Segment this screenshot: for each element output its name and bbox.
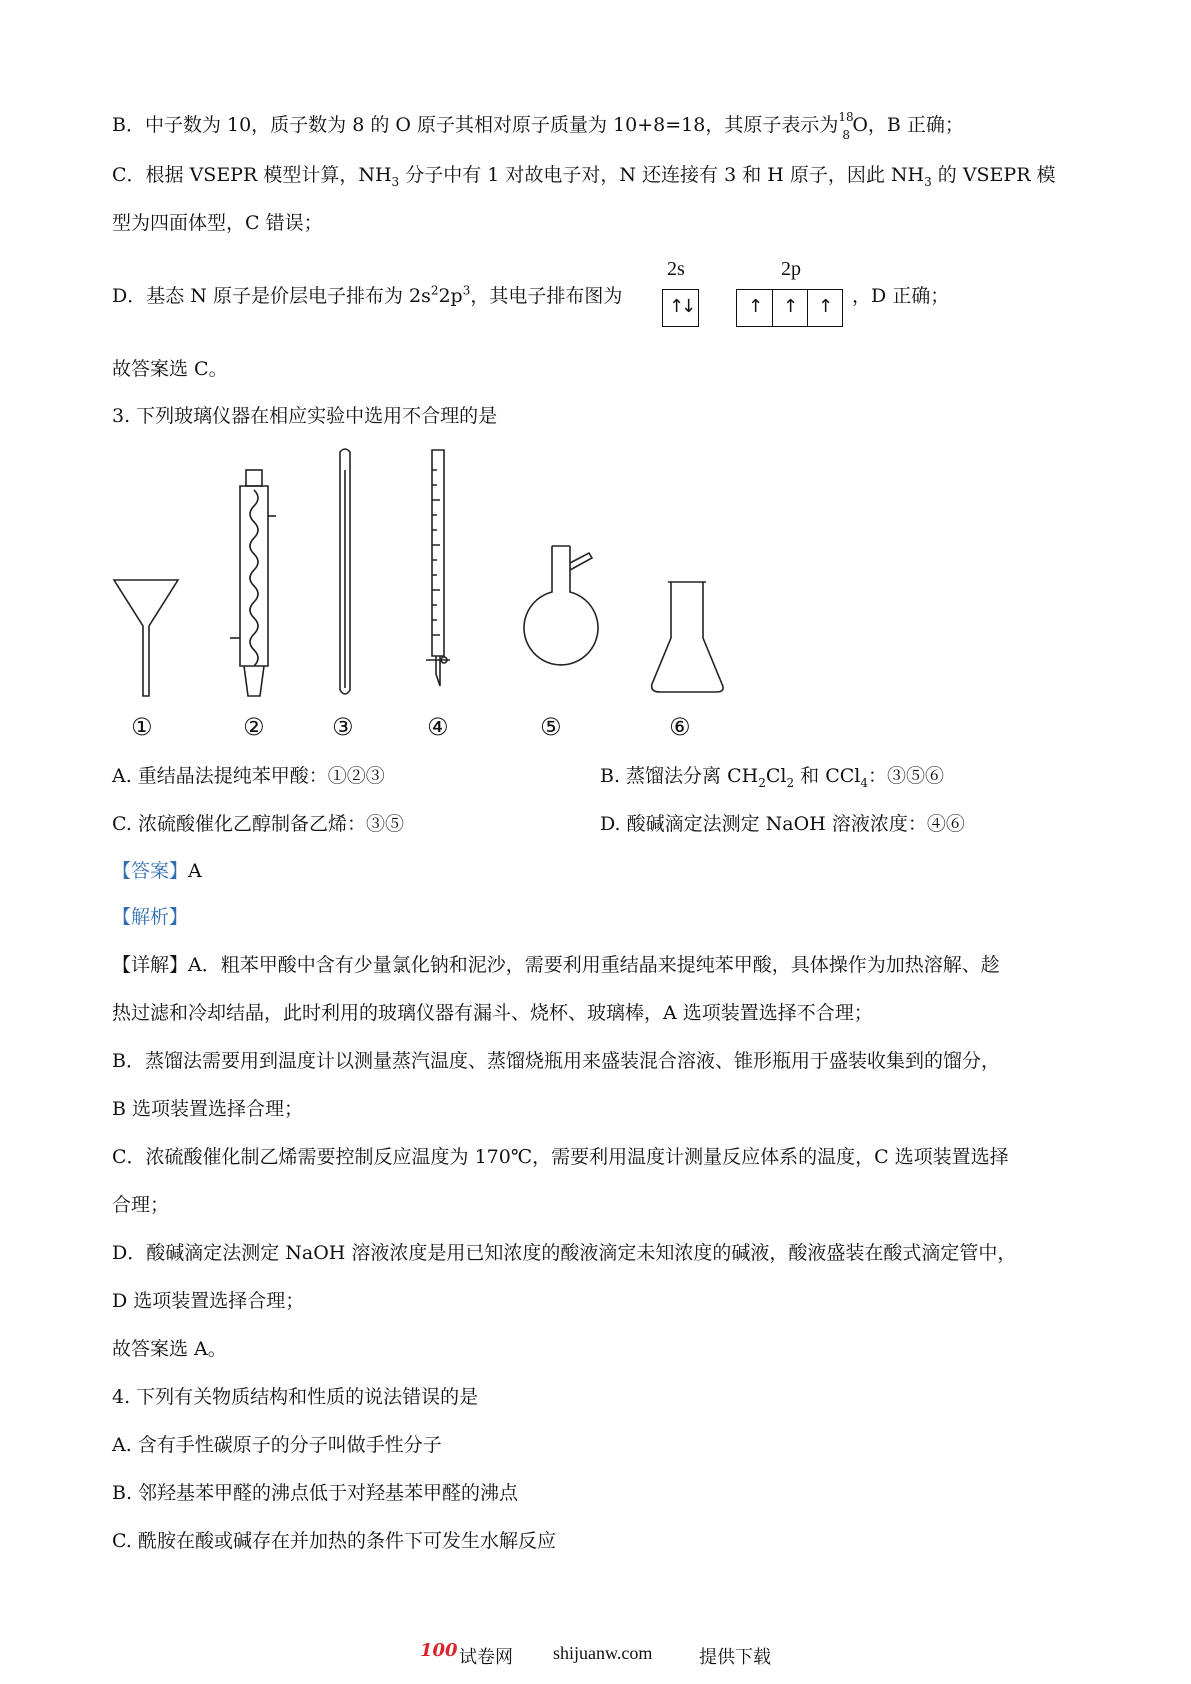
question-4-stem: 4. 下列有关物质结构和性质的说法错误的是 [112,1386,479,1408]
analysis-tag: 【解析】 [112,906,189,928]
detail-line-3: B．蒸馏法需要用到温度计以测量蒸汽温度、蒸馏烧瓶用来盛装混合溶液、锥形瓶用于盛装收集到的馏分， [112,1050,1000,1072]
detail-line-4: B 选项装置选择合理； [112,1098,304,1120]
erlenmeyer-flask-icon [652,582,723,692]
glassware-figure [0,440,1191,770]
detail-line-6: 合理； [112,1194,170,1216]
condenser-icon [230,470,276,696]
q3-option-d: D. 酸碱滴定法测定 NaOH 溶液浓度：④⑥ [600,813,965,835]
option-c-explanation: C．根据 VSEPR 模型计算，$NH_3$ 分子中有 1 对故电子对，N 还连接有 3 和 H 原子，因此 $NH_3$ 的 VSEPR 模 [112,164,1056,189]
q3-option-b: B. 蒸馏法分离 $CH_2Cl_2$ 和 CCl$_4$：③⑤⑥ [600,765,944,790]
orbital-box-2s [662,289,699,327]
detail-line-2: 热过滤和冷却结晶，此时利用的玻璃仪器有漏斗、烧杯、玻璃棒，A 选项装置选择不合理； [112,1002,873,1024]
funnel-icon [114,580,178,696]
q4-option-c: C. 酰胺在酸或碱存在并加热的条件下可发生水解反应 [112,1530,556,1552]
download-text: 提供下载 [699,1647,771,1667]
arrow-down-icon: ↓ [681,296,697,317]
arrow-up-icon: ↑ [669,296,685,317]
option-b-explanation: B．中子数为 10，质子数为 8 的 O 原子其相对原子质量为 10+8=18，其原子表示为 18 8 O，B 正确； [112,110,964,142]
thermometer-icon [340,449,350,694]
label-1: ① [131,713,153,741]
option-c-explanation-cont: 型为四面体型，C 错误； [112,212,323,234]
site-name: 试卷网 [459,1647,513,1667]
detail-line-1: 【详解】A．粗苯甲酸中含有少量氯化钠和泥沙，需要利用重结晶来提纯苯甲酸，具体操作为加热溶解、趁 [112,954,1000,976]
answer-c: 故答案选 C。 [112,358,228,380]
label-6: ⑥ [669,713,691,741]
q4-option-b: B. 邻羟基苯甲醛的沸点低于对羟基苯甲醛的沸点 [112,1482,519,1504]
option-d-tail: ，D 正确； [852,285,950,307]
arrow-up-icon: ↑ [818,296,834,317]
detail-line-7: D．酸碱滴定法测定 NaOH 溶液浓度是用已知浓度的酸液滴定未知浓度的碱液，酸液盛装在酸式滴定管中， [112,1242,1017,1264]
answer-tag: 【答案】 [112,860,189,882]
site-logo: 100 [420,1640,458,1661]
label-2: ② [243,713,265,741]
isotope-notation: 18 8 [838,110,854,142]
question-3-stem: 3. 下列玻璃仪器在相应实验中选用不合理的是 [112,405,498,427]
q3-option-c: C. 浓硫酸催化乙醇制备乙烯：③⑤ [112,813,404,835]
q3-option-a: A. 重结晶法提纯苯甲酸：①②③ [112,765,385,787]
distilling-flask-icon [524,546,598,665]
label-3: ③ [332,713,354,741]
detail-line-8: D 选项装置选择合理； [112,1290,305,1312]
orbital-label-2s: 2s [667,258,685,280]
arrow-up-icon: ↑ [783,296,799,317]
answer-line: 【答案】A [112,860,202,882]
q4-option-a: A. 含有手性碳原子的分子叫做手性分子 [112,1434,442,1456]
final-answer: 故答案选 A。 [112,1338,227,1360]
burette-icon [426,450,450,686]
label-4: ④ [427,713,449,741]
orbital-box-2p [736,289,843,327]
option-d-explanation: D．基态 N 原子是价层电子排布为 $2s^22p^3$，其电子排布图为 [112,283,623,307]
detail-line-5: C．浓硫酸催化制乙烯需要控制反应温度为 170℃，需要利用温度计测量反应体系的温度，C 选项装置选择 [112,1146,1009,1168]
arrow-up-icon: ↑ [748,296,764,317]
site-domain-link[interactable]: shijuanw.com [553,1643,653,1663]
label-5: ⑤ [540,713,562,741]
orbital-label-2p: 2p [781,258,801,280]
